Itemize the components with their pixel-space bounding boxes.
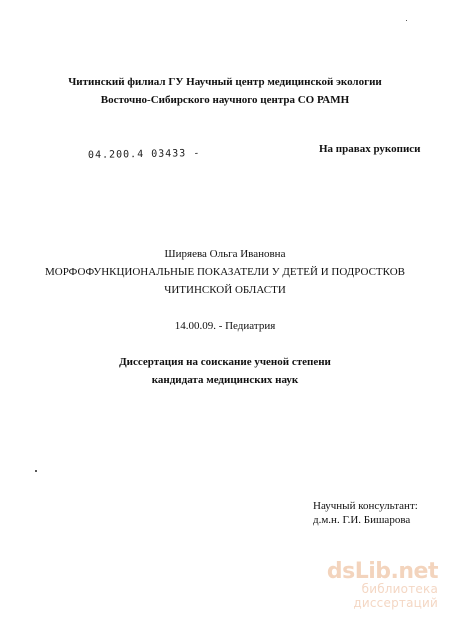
consultant-label: Научный консультант: <box>313 500 418 512</box>
watermark-logo <box>310 560 438 610</box>
dissertation-title-line-1: МОРФОФУНКЦИОНАЛЬНЫЕ ПОКАЗАТЕЛИ У ДЕТЕЙ И ПОДРОСТКОВ <box>45 266 405 278</box>
consultant-name: д.м.н. Г.И. Бишарова <box>313 514 411 526</box>
institution-line-2: Восточно-Сибирского научного центра СО РАМН <box>100 94 350 106</box>
author-name: Ширяева Ольга Ивановна <box>164 248 286 260</box>
scan-speck <box>406 20 407 21</box>
degree-line-2: кандидата медицинских наук <box>151 374 299 386</box>
watermark-subtext: библиотека диссертаций <box>353 582 438 610</box>
scan-speck <box>35 470 37 472</box>
manuscript-note: На правах рукописи <box>319 143 421 155</box>
institution-line-1: Читинский филиал ГУ Научный центр медицинской экологии <box>68 76 382 88</box>
degree-line-1: Диссертация на соискание ученой степени <box>119 356 331 368</box>
watermark-main-text: dsLib.net <box>326 559 438 584</box>
archive-stamp-number: 04.200.4 03433 - <box>87 148 201 161</box>
dissertation-title-line-2: ЧИТИНСКОЙ ОБЛАСТИ <box>164 284 286 296</box>
specialty-code: 14.00.09. - Педиатрия <box>174 320 276 332</box>
